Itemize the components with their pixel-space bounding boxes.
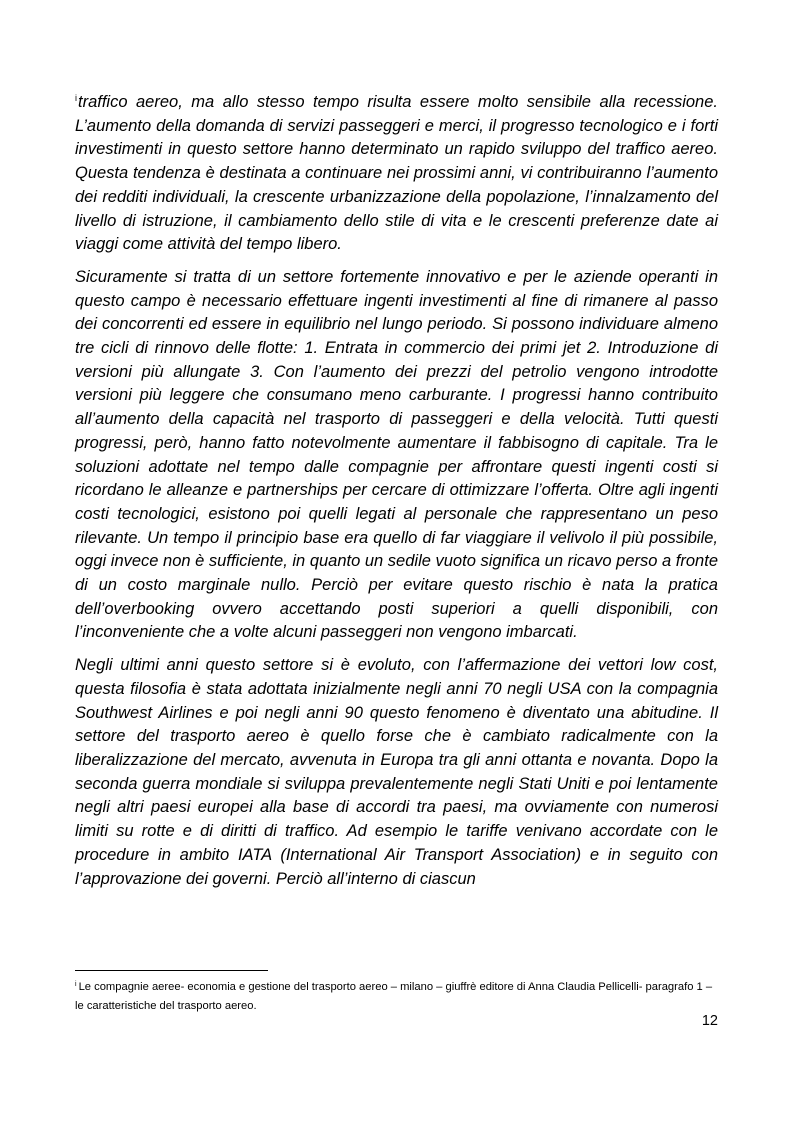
paragraph-1-text: traffico aereo, ma allo stesso tempo risulta essere molto sensibile alla recessione. L’aumento della domanda di servizi passeggeri e merci, il progresso tecnologico e i forti investimenti in questo settore hanno determinato un rapido sviluppo del traffico aereo. Questa tendenza è destinata a continuare nei prossimi anni, vi contribuiranno l’aumento dei redditi individuali, la crescente urbanizzazione della popolazione, l’innalzamento del livello di istruzione, il cambiamento dello stile di vita e le crescenti preferenze date ai viaggi come attività del tempo libero.	[75, 93, 718, 254]
footnote-separator	[75, 970, 268, 971]
paragraph-3: Negli ultimi anni questo settore si è evoluto, con l’affermazione dei vettori low cost, questa filosofia è stata adottata inizialmente negli anni 70 negli USA con la compagnia Southwest Airlines e poi negli anni 90 questo fenomeno è diventato una abitudine. Il settore del trasporto aereo è quello forse che è cambiato radicalmente con la liberalizzazione del mercato, avvenuta in Europa tra gli anni ottanta e novanta. Dopo la seconda guerra mondiale si sviluppa prevalentemente negli Stati Uniti e poi lentamente negli altri paesi europei alla base di accordi tra paesi, ma ovviamente con numerosi limiti su rotte e di diritti di traffico. Ad esempio le tariffe venivano accordate con le procedure in ambito IATA (International Air Transport Association) e in seguito con l’approvazione dei governi. Perciò all’interno di ciascun	[75, 656, 718, 888]
paragraph-1	[75, 91, 718, 257]
paragraph-2: Sicuramente si tratta di un settore fortemente innovativo e per le aziende operanti in questo campo è necessario effettuare ingenti investimenti al fine di rimanere al passo dei concorrenti ed essere in equilibrio nel lungo periodo. Si possono individuare almeno tre cicli di rinnovo delle flotte: 1. Entrata in commercio dei primi jet 2. Introduzione di versioni più allungate 3. Con l’aumento dei prezzi del petrolio vengono introdotte versioni più leggere che consumano meno carburante. I progressi hanno contribuito all’aumento della capacità nel trasporto di passeggeri e della velocità. Tutti questi progressi, però, hanno fatto notevolmente aumentare il fabbisogno di capitale. Tra le soluzioni adottate nel tempo dalle compagnie per affrontare questi ingenti costi si ricordano le alleanze e partnerships per cercare di ottimizzare l’offerta. Oltre agli ingenti costi tecnologici, esistono poi quelli legati al personale che rappresentano un peso rilevante. Un tempo il principio base era quello di far viaggiare il velivolo il più possibile, oggi invece non è sufficiente, in quanto un sedile vuoto significa un ricavo perso a fronte di un costo marginale nullo. Perciò per evitare questo rischio è nata la pratica dell’overbooking ovvero accettando posti superiori a quelli disponibili, con l’inconveniente che a volte alcuni passeggeri non vengono imbarcati.	[75, 267, 718, 642]
footnote-reference: i	[75, 93, 77, 104]
footnote-mark: i	[75, 981, 77, 989]
document-body	[75, 91, 718, 891]
footnote-text: Le compagnie aeree- economia e gestione del trasporto aereo – milano – giuffrè editore di Anna Claudia Pellicelli- paragrafo 1 – le caratteristiche del trasporto aereo.	[75, 981, 713, 1012]
page-number: 12	[701, 1013, 718, 1029]
footnote	[75, 978, 718, 1015]
